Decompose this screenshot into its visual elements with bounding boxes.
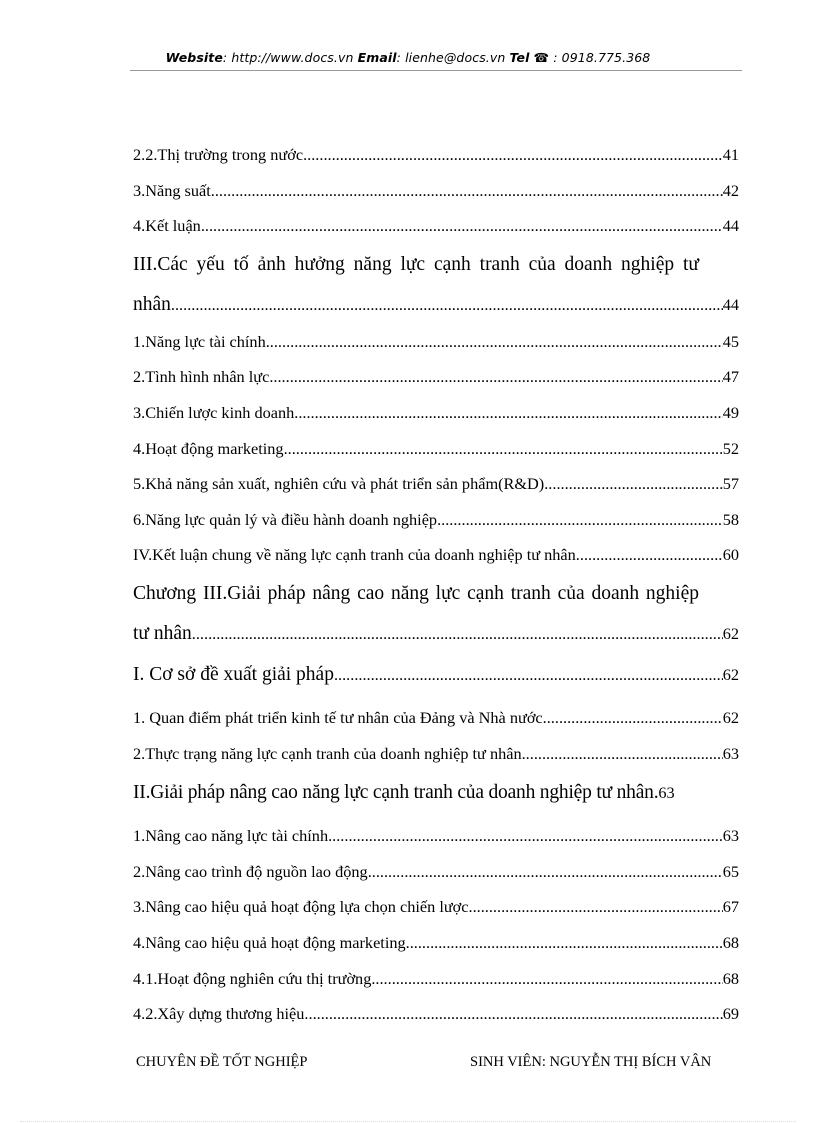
toc-leader-dots bbox=[269, 362, 722, 392]
toc-page-number: 52 bbox=[722, 438, 739, 458]
toc-entry-label: 1.Năng lực tài chính. bbox=[133, 331, 270, 351]
website-sep: : bbox=[222, 50, 232, 65]
toc-leader-dots bbox=[171, 285, 723, 325]
toc-page-number: 47 bbox=[722, 367, 739, 387]
toc-entry-label: 2.Nâng cao trình độ nguồn lao động bbox=[133, 861, 368, 881]
toc-leader-dots bbox=[284, 434, 723, 464]
toc-page-number: 60 bbox=[722, 545, 739, 565]
header-divider bbox=[130, 70, 742, 71]
toc-entry-label: 6.Năng lực quản lý và điều hành doanh nghiệp bbox=[133, 509, 438, 529]
toc-leader-dots bbox=[307, 140, 723, 170]
toc-page-number: 41 bbox=[722, 145, 739, 164]
toc-entry-label: 5.Khả năng sản xuất, nghiên cứu và phát triển sản phẩm(R&D) bbox=[133, 474, 545, 494]
table-of-contents bbox=[133, 140, 739, 1035]
toc-leader-dots bbox=[522, 739, 723, 769]
tel-sep: ☎ : bbox=[529, 50, 562, 65]
toc-entry-label: 4.Nâng cao hiệu quả hoạt động marketing bbox=[133, 932, 406, 952]
toc-leader-dots bbox=[201, 211, 723, 241]
toc-entry-label: II.Giải pháp nâng cao năng lực cạnh tranh của doanh nghiệp tư nhân. bbox=[133, 782, 659, 804]
toc-leader-dots bbox=[304, 999, 722, 1029]
toc-page-number: 68 bbox=[722, 968, 739, 988]
toc-entry[interactable] bbox=[133, 327, 739, 363]
toc-section-heading[interactable] bbox=[133, 247, 739, 327]
toc-entry-label: 3.Năng suất bbox=[133, 180, 211, 200]
page-header bbox=[0, 50, 816, 65]
toc-page-number: 42 bbox=[722, 180, 739, 200]
toc-page-number: 68 bbox=[722, 932, 739, 952]
toc-entry[interactable] bbox=[133, 540, 739, 576]
toc-entry-label: 1. Quan điểm phát triển kinh tế tư nhân của Đảng và Nhà nước bbox=[133, 707, 543, 727]
toc-page-number: 63 bbox=[722, 826, 739, 846]
toc-page-number: 63 bbox=[658, 783, 675, 803]
toc-page-number: 44 bbox=[722, 294, 739, 314]
toc-entry-label: 4.Kết luận bbox=[133, 216, 201, 236]
toc-entry[interactable] bbox=[133, 362, 739, 398]
toc-entry-label: 4.1.Hoạt động nghiên cứu thị trường bbox=[133, 968, 372, 988]
toc-page-number: 63 bbox=[722, 743, 739, 763]
toc-entry[interactable] bbox=[133, 892, 739, 928]
toc-leader-dots bbox=[406, 928, 723, 958]
toc-entry-label: 4.Hoạt động marketing bbox=[133, 438, 284, 458]
toc-chapter-heading[interactable] bbox=[133, 576, 739, 656]
toc-page-number: 58 bbox=[722, 509, 739, 529]
toc-page-number: 49 bbox=[722, 402, 739, 422]
toc-entry-label: 1.Nâng cao năng lực tài chính bbox=[133, 826, 329, 846]
tel-value: 0918.775.368 bbox=[561, 50, 651, 65]
toc-leader-dots bbox=[298, 398, 722, 428]
toc-entry-label: tư nhân bbox=[133, 622, 192, 644]
toc-leader-dots bbox=[368, 857, 723, 887]
toc-entry[interactable] bbox=[133, 964, 739, 1000]
toc-entry[interactable] bbox=[133, 505, 739, 541]
toc-entry-label: 2.Tình hình nhân lực bbox=[133, 367, 270, 387]
toc-page-number: 62 bbox=[722, 664, 739, 684]
toc-leader-dots bbox=[192, 614, 723, 654]
toc-entry-label: 4.2.Xây dựng thương hiệu bbox=[133, 1004, 305, 1024]
toc-page-number: 44 bbox=[722, 216, 739, 236]
toc-entry[interactable] bbox=[133, 469, 739, 505]
toc-entry[interactable] bbox=[133, 140, 739, 176]
email-label: Email bbox=[357, 50, 397, 65]
toc-entry-label: nhân bbox=[133, 293, 171, 315]
toc-entry-label: 2.Thực trạng năng lực cạnh tranh của doanh nghiệp tư nhân bbox=[133, 743, 522, 763]
toc-section-heading[interactable] bbox=[133, 656, 739, 703]
toc-entry[interactable] bbox=[133, 398, 739, 434]
toc-entry[interactable] bbox=[133, 703, 739, 739]
toc-page-number: 65 bbox=[722, 861, 739, 881]
toc-entry[interactable] bbox=[133, 928, 739, 964]
website-link[interactable]: http://www.docs.vn bbox=[231, 50, 354, 65]
toc-entry-label: 3.Chiến lược kinh doanh. bbox=[133, 402, 299, 422]
toc-leader-dots bbox=[576, 540, 723, 570]
toc-entry[interactable] bbox=[133, 434, 739, 470]
toc-entry-label: 2.2.Thị trường trong nước. bbox=[133, 145, 308, 164]
footer-document-type: CHUYÊN ĐỀ TỐT NGHIỆP bbox=[136, 1054, 308, 1070]
toc-leader-dots bbox=[437, 505, 723, 535]
toc-leader-dots bbox=[544, 469, 722, 499]
tel-label: Tel bbox=[509, 50, 530, 65]
toc-leader-dots bbox=[334, 656, 723, 694]
page-bottom-border bbox=[20, 1121, 796, 1122]
toc-section-heading[interactable] bbox=[133, 774, 739, 821]
footer-author: SINH VIÊN: NGUYỄN THỊ BÍCH VÂN bbox=[470, 1054, 712, 1070]
toc-leader-dots bbox=[469, 892, 723, 922]
toc-leader-dots bbox=[270, 327, 723, 357]
toc-page-number: 45 bbox=[722, 331, 739, 351]
toc-page-number: 69 bbox=[722, 1004, 739, 1024]
toc-heading-line: Chương III.Giải pháp nâng cao năng lực cạnh tranh của doanh nghiệp bbox=[133, 582, 699, 604]
email-sep: : bbox=[396, 50, 406, 65]
toc-leader-dots bbox=[371, 964, 722, 994]
toc-page-number: 67 bbox=[722, 897, 739, 917]
toc-entry[interactable] bbox=[133, 821, 739, 857]
toc-leader-dots bbox=[211, 176, 723, 206]
toc-entry-label: IV.Kết luận chung về năng lực cạnh tranh của doanh nghiệp tư nhân bbox=[133, 545, 576, 565]
toc-heading-line: III.Các yếu tố ảnh hưởng năng lực cạnh tranh của doanh nghiệp tư bbox=[133, 253, 699, 275]
website-label: Website bbox=[165, 50, 223, 65]
toc-entry-label: I. Cơ sở đề xuất giải pháp bbox=[133, 663, 334, 685]
toc-page-number: 62 bbox=[722, 707, 739, 727]
email-link[interactable]: lienhe@docs.vn bbox=[405, 50, 506, 65]
toc-entry[interactable] bbox=[133, 999, 739, 1035]
toc-leader-dots bbox=[543, 703, 723, 733]
toc-entry[interactable] bbox=[133, 739, 739, 775]
toc-entry[interactable] bbox=[133, 176, 739, 212]
toc-entry-label: 3.Nâng cao hiệu quả hoạt động lựa chọn chiến lược bbox=[133, 897, 469, 917]
toc-leader-dots bbox=[328, 821, 723, 851]
toc-entry[interactable] bbox=[133, 211, 739, 247]
toc-entry[interactable] bbox=[133, 857, 739, 893]
toc-page-number: 62 bbox=[722, 623, 739, 643]
toc-page-number: 57 bbox=[722, 474, 739, 494]
